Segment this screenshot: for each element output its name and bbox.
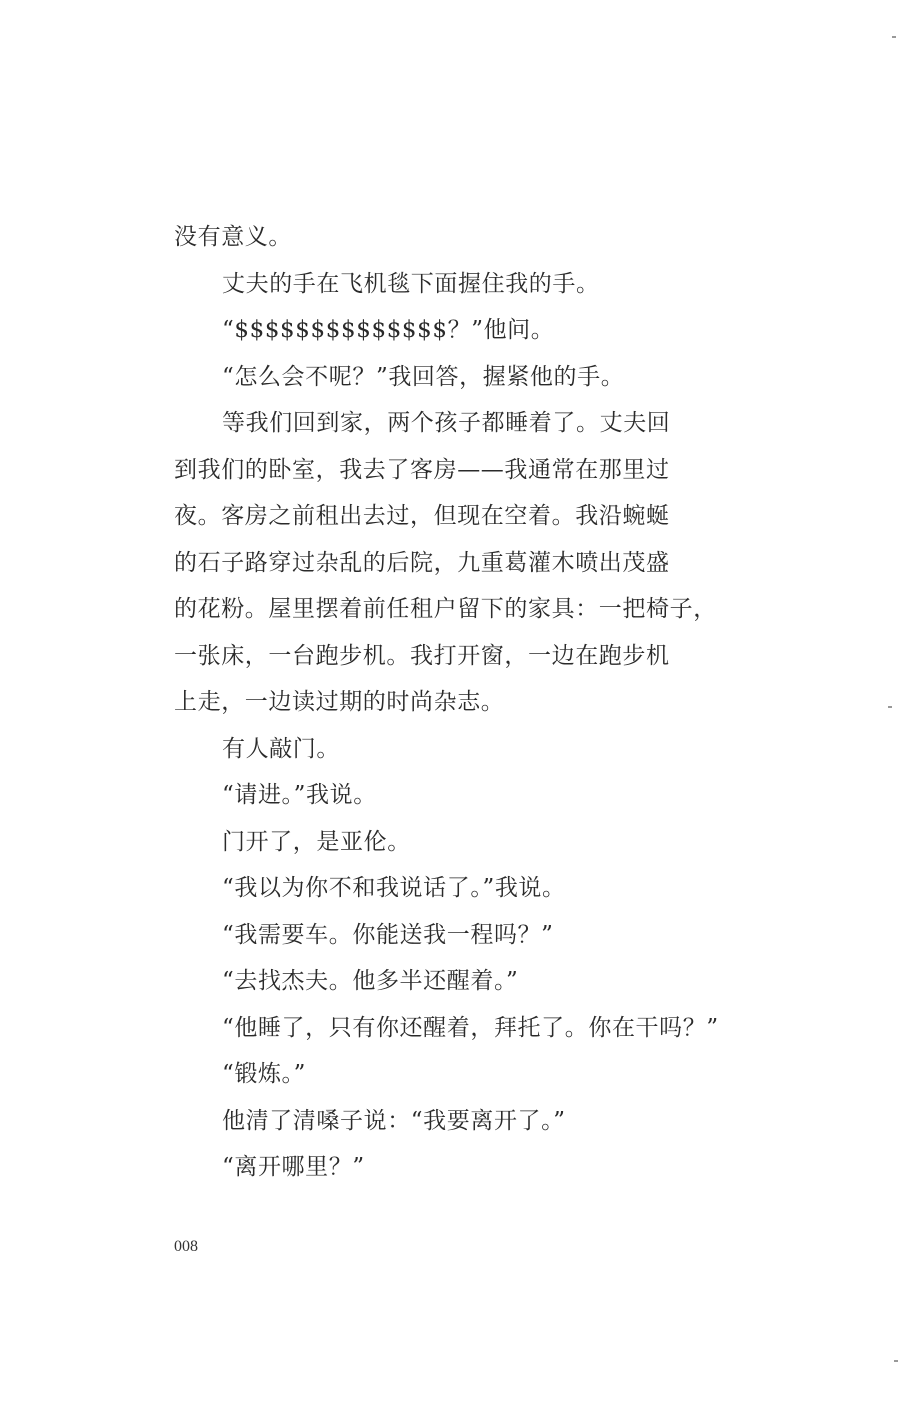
text-line: 夜。客房之前租出去过，但现在空着。我沿蜿蜒 [174,503,670,529]
text-line: “$$$$$$$$$$$$$$？”他问。 [222,317,555,343]
text-line: “锻炼。” [222,1061,307,1087]
text-line: “我需要车。你能送我一程吗？” [222,921,554,948]
text-line: 等我们回到家，两个孩子都睡着了。丈夫回 [222,410,671,436]
crop-mark [894,1360,898,1362]
text-line: 一张床，一台跑步机。我打开窗，一边在跑步机 [174,642,670,669]
crop-mark [892,36,896,38]
text-line: 门开了，是亚伦。 [222,828,411,855]
text-line: 有人敲门。 [222,735,340,762]
body-text [174,214,719,1191]
text-line: 上走，一边读过期的时尚杂志。 [174,689,505,715]
text-line: 他清了清嗓子说：“我要离开了。” [222,1107,566,1134]
text-line: “去找杰夫。他多半还醒着。” [222,968,519,994]
text-line: 到我们的卧室，我去了客房——我通常在那里过 [174,456,670,483]
text-line: “离开哪里？” [222,1154,365,1180]
text-line: “我以为你不和我说话了。”我说。 [222,875,566,901]
text-line: “请进。”我说。 [222,782,377,808]
page-number: 008 [174,1238,198,1255]
text-line: 没有意义。 [174,224,292,250]
text-line: “怎么会不呢？”我回答，握紧他的手。 [222,363,625,390]
text-line: 的石子路穿过杂乱的后院，九重葛灌木喷出茂盛 [174,549,670,576]
text-line: 的花粉。屋里摆着前任租户留下的家具：一把椅子， [174,596,717,622]
crop-mark [888,706,892,708]
text-line: “他睡了，只有你还醒着，拜托了。你在干吗？” [222,1014,719,1041]
text-line: 丈夫的手在飞机毯下面握住我的手。 [222,270,600,297]
